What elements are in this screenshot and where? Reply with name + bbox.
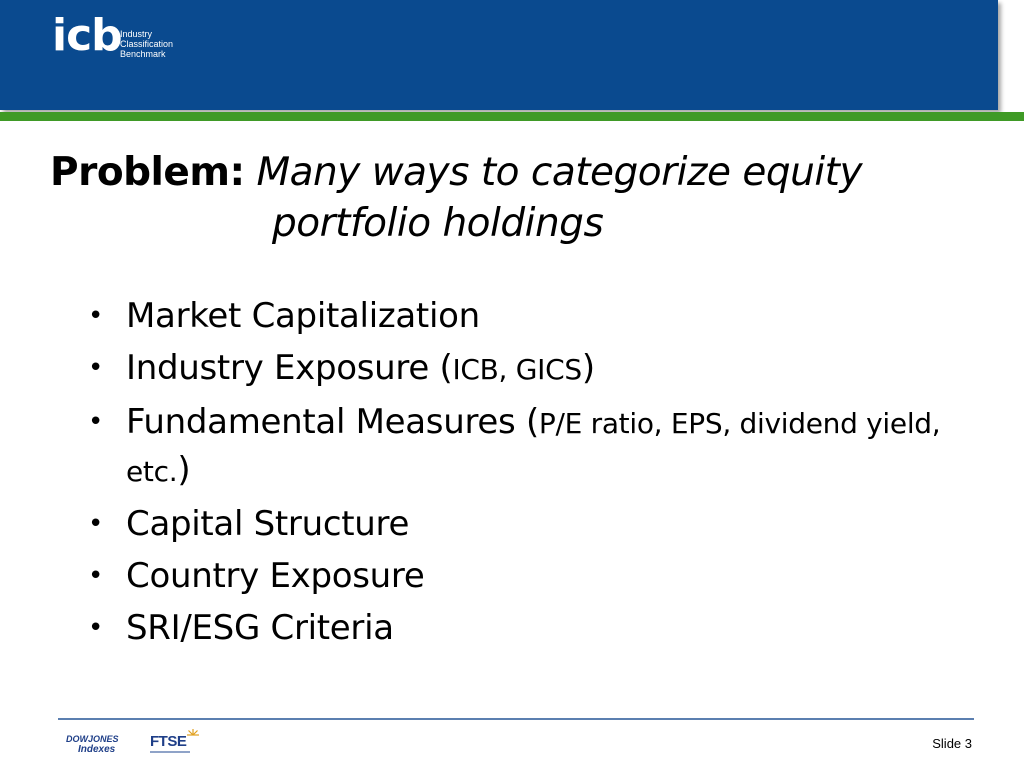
bullet-dot-icon: • (88, 561, 104, 591)
header-green-rule (0, 112, 1024, 121)
slide-title (50, 147, 862, 198)
bullet-text: Fundamental Measures ( (126, 402, 539, 442)
bullet-detail: P/E ratio, EPS, dividend yield, etc. (126, 407, 941, 488)
slide-number: Slide 3 (932, 736, 972, 751)
bullet-text: Country Exposure (126, 556, 425, 596)
bullet-item (86, 345, 966, 393)
icb-logo-line: Benchmark (120, 49, 166, 59)
ftse-logo (150, 728, 200, 758)
bullet-dot-icon: • (88, 301, 104, 331)
bullet-text: Capital Structure (126, 504, 410, 544)
title-strong: Problem: (50, 150, 245, 195)
bullet-text: SRI/ESG Criteria (126, 608, 394, 648)
icb-logo-line: Industry (120, 29, 153, 39)
bullet-dot-icon: • (88, 353, 104, 383)
icb-logo-mark: icb (52, 10, 122, 61)
ftse-logo-text: FTSE (150, 733, 187, 750)
title-continuation: portfolio holdings (272, 201, 604, 246)
icb-logo-line: Classification (120, 39, 174, 49)
footer-rule (58, 718, 974, 720)
bullet-item (86, 399, 966, 495)
icb-logo-subtitle (120, 29, 173, 59)
ftse-logo-underline (150, 751, 190, 753)
dow-jones-logo-top: DOWJONES (66, 734, 119, 744)
bullet-text: Industry Exposure ( (126, 348, 453, 388)
ftse-sunburst-icon (186, 728, 200, 742)
bullet-dot-icon: • (88, 407, 104, 437)
bullet-detail: ICB, GICS (452, 353, 582, 386)
bullet-item (86, 553, 966, 599)
dow-jones-indexes-logo (66, 734, 128, 760)
bullet-item (86, 501, 966, 547)
bullet-dot-icon: • (88, 509, 104, 539)
bullet-text: Market Capitalization (126, 296, 480, 336)
bullet-item (86, 605, 966, 651)
title-lead: Many ways to categorize equity (256, 150, 863, 195)
bullet-item (86, 293, 966, 339)
bullet-list (86, 293, 966, 657)
bullet-dot-icon: • (88, 613, 104, 643)
header-band (0, 0, 998, 110)
bullet-tail: ) (177, 450, 191, 490)
dow-jones-logo-bottom: Indexes (78, 744, 116, 755)
bullet-tail: ) (581, 348, 595, 388)
